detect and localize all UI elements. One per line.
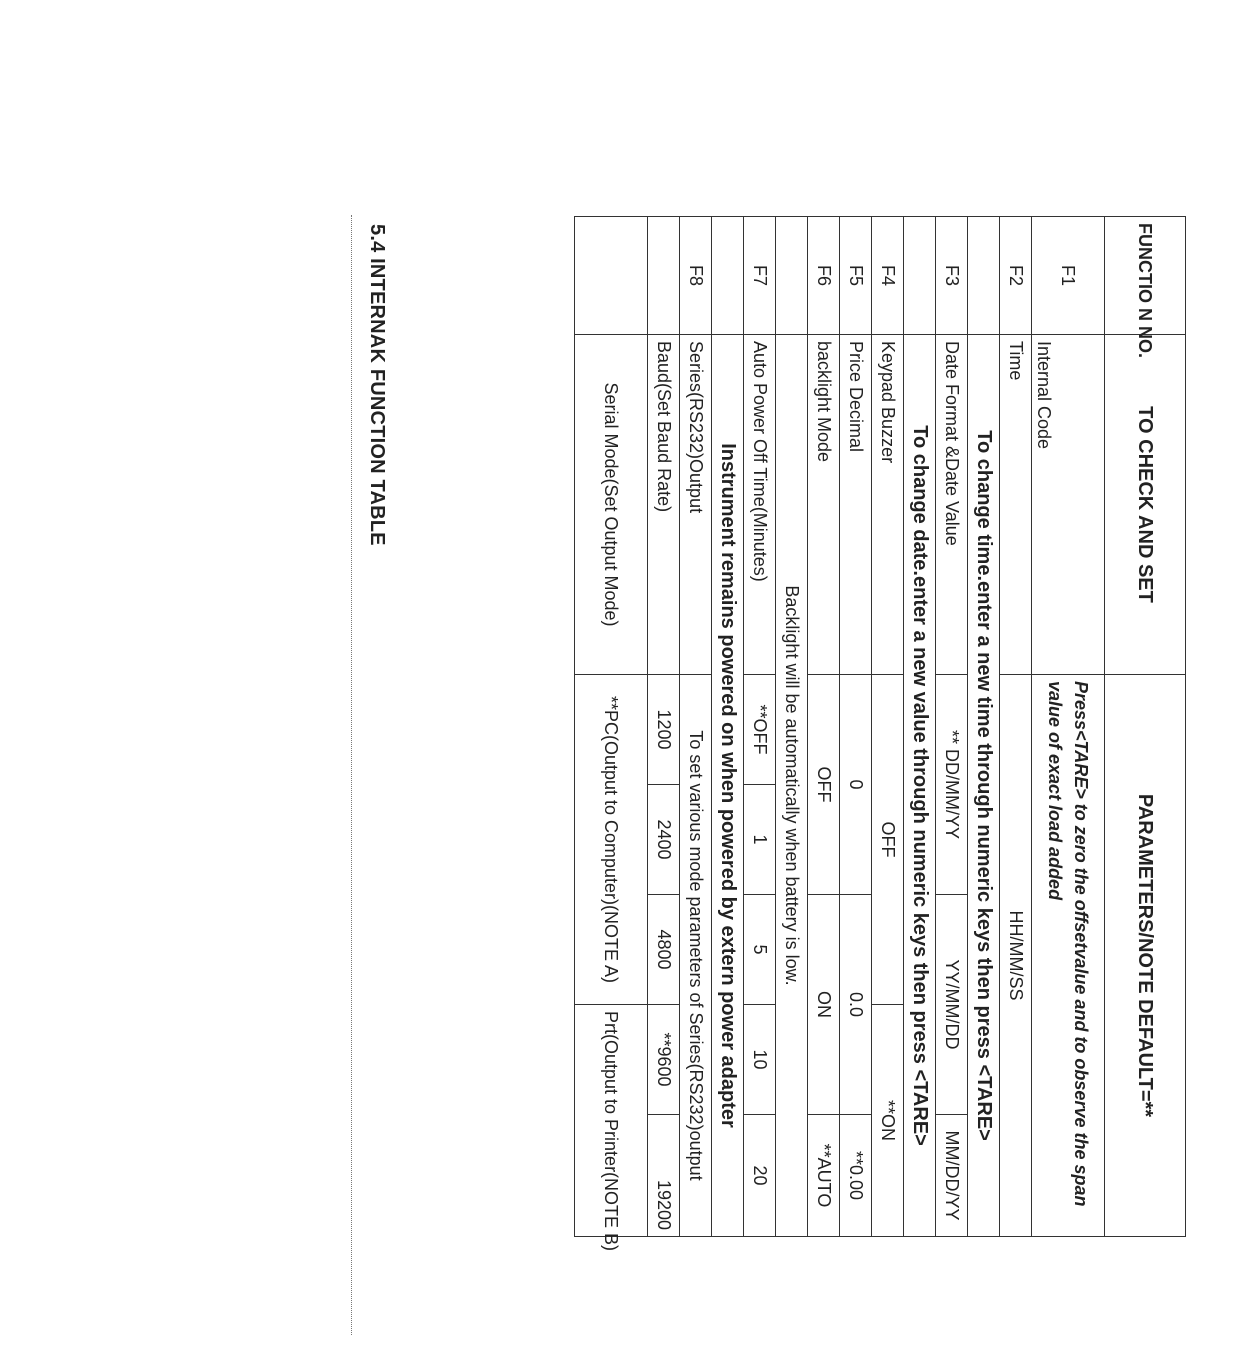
row-f8 xyxy=(680,217,712,1237)
option-value: 1200 xyxy=(648,675,680,785)
option-value: **ON xyxy=(872,1005,904,1237)
function-number: F5 xyxy=(840,217,872,335)
row-f6 xyxy=(808,217,840,1237)
option-value: ON xyxy=(808,895,840,1115)
note-row xyxy=(776,217,808,1237)
note-text: To set various mode parameters of Series(RS232)output xyxy=(680,675,712,1237)
option-value: **OFF xyxy=(744,675,776,785)
note-spacer xyxy=(776,217,808,335)
note-spacer xyxy=(712,217,744,335)
function-label: Serial Mode(Set Output Mode) xyxy=(575,335,648,675)
option-value: Prt(Output to Printer(NOTE B) xyxy=(575,1005,648,1237)
option-value: **AUTO xyxy=(808,1115,840,1237)
function-label: Time xyxy=(1000,335,1032,675)
function-parameter: Press<TARE> to zero the offsetvalue and to observe the span value of exact load added xyxy=(1032,675,1105,1237)
row-spacer xyxy=(648,217,680,335)
function-number: F3 xyxy=(936,217,968,335)
function-table-page xyxy=(288,0,1242,1349)
function-number: F4 xyxy=(872,217,904,335)
row-baud xyxy=(648,217,680,1237)
option-value: **0.00 xyxy=(840,1115,872,1237)
function-number: F6 xyxy=(808,217,840,335)
option-value: 0 xyxy=(840,675,872,895)
function-label: backlight Mode xyxy=(808,335,840,675)
function-number: F8 xyxy=(680,217,712,335)
header-function-no: FUNCTIO N NO. xyxy=(1105,217,1186,335)
dotted-rule xyxy=(351,215,352,1335)
function-label: Baud(Set Baud Rate) xyxy=(648,335,680,675)
option-value: 20 xyxy=(744,1115,776,1237)
row-serial-mode xyxy=(575,217,648,1237)
note-text: Backlight will be automatically when battery is low. xyxy=(776,335,808,1237)
note-text: To change time.enter a new time through numeric keys then press <TARE> xyxy=(968,335,1000,1237)
header-check-set: TO CHECK AND SET xyxy=(1105,335,1186,675)
note-text: Instrument remains powered on when powered by extern power adapter xyxy=(712,335,744,1237)
function-number: F7 xyxy=(744,217,776,335)
row-f4 xyxy=(872,217,904,1237)
option-value: OFF xyxy=(808,675,840,895)
row-f7 xyxy=(744,217,776,1237)
function-number: F2 xyxy=(1000,217,1032,335)
option-value: **9600 xyxy=(648,1005,680,1115)
function-table xyxy=(574,216,1186,1252)
row-f1 xyxy=(1032,217,1105,1237)
row-spacer xyxy=(575,217,648,335)
function-label: Auto Power Off Time(Minutes) xyxy=(744,335,776,675)
option-value: 19200 xyxy=(648,1115,680,1237)
option-value: MM/DD/YY xyxy=(936,1115,968,1237)
function-label: Price Decimal xyxy=(840,335,872,675)
function-label: Keypad Buzzer xyxy=(872,335,904,675)
function-parameter: HH/MM/SS xyxy=(1000,675,1032,1237)
option-value: ** DD/MM/YY xyxy=(936,675,968,895)
header-parameters: PARAMETERS/NOTE DEFAULT=** xyxy=(1105,675,1186,1237)
function-label: Series(RS232)Output xyxy=(680,335,712,675)
function-label: Internal Code xyxy=(1032,335,1105,675)
function-number: F1 xyxy=(1032,217,1105,335)
row-f3 xyxy=(936,217,968,1237)
option-value: 4800 xyxy=(648,895,680,1005)
table-title: 5.4 INTERNAK FUNCTION TABLE xyxy=(366,224,388,546)
row-f2 xyxy=(1000,217,1032,1237)
option-value: YY/MM/DD xyxy=(936,895,968,1115)
option-value: 10 xyxy=(744,1005,776,1115)
option-value: OFF xyxy=(872,675,904,1005)
note-spacer xyxy=(904,217,936,335)
row-f5 xyxy=(840,217,872,1237)
note-row xyxy=(968,217,1000,1237)
note-spacer xyxy=(968,217,1000,335)
option-value: 1 xyxy=(744,785,776,895)
option-value: 0.0 xyxy=(840,895,872,1115)
note-row xyxy=(904,217,936,1237)
option-value: 2400 xyxy=(648,785,680,895)
note-text: To change date.enter a new value through numeric keys then press <TARE> xyxy=(904,335,936,1237)
header-row xyxy=(1105,217,1186,1237)
option-value: 5 xyxy=(744,895,776,1005)
function-label: Date Format &Date Value xyxy=(936,335,968,675)
option-value: **PC(Output to Computer)(NOTE A) xyxy=(575,675,648,1005)
note-row xyxy=(712,217,744,1237)
